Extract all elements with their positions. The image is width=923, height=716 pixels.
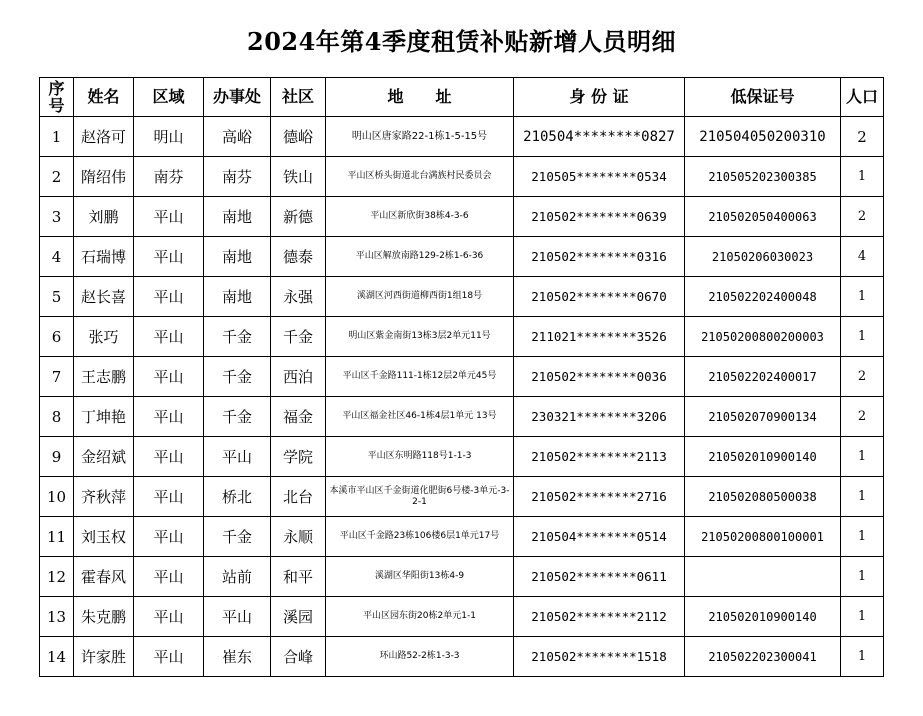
cell-no: 2 bbox=[40, 157, 74, 197]
cell-name: 许家胜 bbox=[74, 637, 134, 677]
cell-community: 北台 bbox=[271, 477, 326, 517]
cell-office: 千金 bbox=[204, 397, 271, 437]
cell-no: 8 bbox=[40, 397, 74, 437]
cell-population: 1 bbox=[841, 317, 884, 357]
cell-no: 12 bbox=[40, 557, 74, 597]
cell-address: 平山区福金社区46-1栋4层1单元 13号 bbox=[326, 397, 514, 437]
cell-name: 刘鹏 bbox=[74, 197, 134, 237]
cell-id-card: 210502********2112 bbox=[514, 597, 685, 637]
cell-address: 溪湖区河西街道柳西街1组18号 bbox=[326, 277, 514, 317]
header-population: 人口 bbox=[841, 78, 884, 117]
cell-address: 平山区桥头街道北台满族村民委员会 bbox=[326, 157, 514, 197]
cell-area: 明山 bbox=[134, 117, 204, 157]
cell-address: 环山路52-2栋1-3-3 bbox=[326, 637, 514, 677]
cell-address: 本溪市平山区千金街道化肥街6号楼-3单元-3-2-1 bbox=[326, 477, 514, 517]
table-header bbox=[40, 78, 884, 117]
cell-name: 张巧 bbox=[74, 317, 134, 357]
cell-area: 平山 bbox=[134, 637, 204, 677]
table-row bbox=[40, 597, 884, 637]
cell-area: 平山 bbox=[134, 397, 204, 437]
cell-dibao-no: 210502010900140 bbox=[685, 597, 841, 637]
cell-no: 4 bbox=[40, 237, 74, 277]
table-row bbox=[40, 317, 884, 357]
cell-community: 永顺 bbox=[271, 517, 326, 557]
cell-id-card: 210504********0514 bbox=[514, 517, 685, 557]
cell-address: 平山区园东街20栋2单元1-1 bbox=[326, 597, 514, 637]
cell-population: 2 bbox=[841, 197, 884, 237]
table-row bbox=[40, 477, 884, 517]
cell-dibao-no: 210502050400063 bbox=[685, 197, 841, 237]
header-id-card: 身 份 证 bbox=[514, 78, 685, 117]
cell-address: 明山区唐家路22-1栋1-5-15号 bbox=[326, 117, 514, 157]
cell-office: 南地 bbox=[204, 277, 271, 317]
cell-id-card: 210504********0827 bbox=[514, 117, 685, 157]
cell-office: 平山 bbox=[204, 437, 271, 477]
cell-office: 南地 bbox=[204, 237, 271, 277]
header-area: 区域 bbox=[134, 78, 204, 117]
cell-area: 南芬 bbox=[134, 157, 204, 197]
table-row bbox=[40, 237, 884, 277]
cell-population: 1 bbox=[841, 597, 884, 637]
cell-address: 平山区解放南路129-2栋1-6-36 bbox=[326, 237, 514, 277]
cell-population: 4 bbox=[841, 237, 884, 277]
cell-office: 南地 bbox=[204, 197, 271, 237]
cell-address: 溪湖区华阳街13栋4-9 bbox=[326, 557, 514, 597]
cell-dibao-no: 210502010900140 bbox=[685, 437, 841, 477]
cell-no: 7 bbox=[40, 357, 74, 397]
cell-no: 1 bbox=[40, 117, 74, 157]
cell-id-card: 210502********2716 bbox=[514, 477, 685, 517]
table-row bbox=[40, 517, 884, 557]
cell-community: 西泊 bbox=[271, 357, 326, 397]
table-row bbox=[40, 437, 884, 477]
cell-office: 站前 bbox=[204, 557, 271, 597]
header-community: 社区 bbox=[271, 78, 326, 117]
cell-address: 平山区新欣街38栋4-3-6 bbox=[326, 197, 514, 237]
cell-name: 齐秋萍 bbox=[74, 477, 134, 517]
cell-dibao-no: 21050200800100001 bbox=[685, 517, 841, 557]
cell-population: 2 bbox=[841, 117, 884, 157]
header-office: 办事处 bbox=[204, 78, 271, 117]
cell-id-card: 211021********3526 bbox=[514, 317, 685, 357]
subsidy-table bbox=[39, 77, 884, 677]
cell-address: 平山区千金路111-1栋12层2单元45号 bbox=[326, 357, 514, 397]
header-address: 地 址 bbox=[326, 78, 514, 117]
cell-office: 千金 bbox=[204, 517, 271, 557]
cell-name: 丁坤艳 bbox=[74, 397, 134, 437]
cell-office: 南芬 bbox=[204, 157, 271, 197]
cell-community: 德峪 bbox=[271, 117, 326, 157]
cell-area: 平山 bbox=[134, 277, 204, 317]
cell-dibao-no: 210502202400048 bbox=[685, 277, 841, 317]
cell-name: 金绍斌 bbox=[74, 437, 134, 477]
cell-address: 平山区东明路118号1-1-3 bbox=[326, 437, 514, 477]
cell-population: 1 bbox=[841, 557, 884, 597]
header-dibao-no: 低保证号 bbox=[685, 78, 841, 117]
cell-address: 明山区紫金南街13栋3层2单元11号 bbox=[326, 317, 514, 357]
cell-dibao-no: 210502080500038 bbox=[685, 477, 841, 517]
cell-population: 1 bbox=[841, 517, 884, 557]
cell-no: 3 bbox=[40, 197, 74, 237]
cell-community: 新德 bbox=[271, 197, 326, 237]
cell-population: 2 bbox=[841, 397, 884, 437]
cell-dibao-no: 21050206030023 bbox=[685, 237, 841, 277]
page-title: 2024年第4季度租赁补贴新增人员明细 bbox=[247, 27, 676, 56]
cell-no: 14 bbox=[40, 637, 74, 677]
table-row bbox=[40, 197, 884, 237]
cell-id-card: 210502********0036 bbox=[514, 357, 685, 397]
cell-name: 朱克鹏 bbox=[74, 597, 134, 637]
cell-community: 德泰 bbox=[271, 237, 326, 277]
cell-area: 平山 bbox=[134, 437, 204, 477]
cell-name: 石瑞博 bbox=[74, 237, 134, 277]
cell-area: 平山 bbox=[134, 557, 204, 597]
cell-address: 平山区千金路23栋106楼6层1单元17号 bbox=[326, 517, 514, 557]
table-row bbox=[40, 157, 884, 197]
cell-id-card: 210502********2113 bbox=[514, 437, 685, 477]
cell-area: 平山 bbox=[134, 517, 204, 557]
cell-dibao-no: 210504050200310 bbox=[685, 117, 841, 157]
header-no: 序号 bbox=[40, 78, 74, 117]
cell-id-card: 230321********3206 bbox=[514, 397, 685, 437]
cell-area: 平山 bbox=[134, 317, 204, 357]
cell-community: 永强 bbox=[271, 277, 326, 317]
cell-name: 王志鹏 bbox=[74, 357, 134, 397]
cell-area: 平山 bbox=[134, 357, 204, 397]
cell-community: 学院 bbox=[271, 437, 326, 477]
cell-id-card: 210502********1518 bbox=[514, 637, 685, 677]
cell-no: 9 bbox=[40, 437, 74, 477]
cell-dibao-no: 21050200800200003 bbox=[685, 317, 841, 357]
cell-office: 高峪 bbox=[204, 117, 271, 157]
cell-no: 5 bbox=[40, 277, 74, 317]
cell-no: 11 bbox=[40, 517, 74, 557]
cell-no: 13 bbox=[40, 597, 74, 637]
table-row bbox=[40, 637, 884, 677]
cell-office: 千金 bbox=[204, 317, 271, 357]
cell-id-card: 210502********0611 bbox=[514, 557, 685, 597]
cell-population: 1 bbox=[841, 477, 884, 517]
table-row bbox=[40, 397, 884, 437]
table-row bbox=[40, 557, 884, 597]
cell-community: 合峰 bbox=[271, 637, 326, 677]
cell-population: 1 bbox=[841, 157, 884, 197]
cell-community: 和平 bbox=[271, 557, 326, 597]
cell-community: 千金 bbox=[271, 317, 326, 357]
cell-no: 10 bbox=[40, 477, 74, 517]
cell-community: 福金 bbox=[271, 397, 326, 437]
cell-name: 赵洛可 bbox=[74, 117, 134, 157]
cell-name: 霍春风 bbox=[74, 557, 134, 597]
cell-id-card: 210502********0670 bbox=[514, 277, 685, 317]
table-row bbox=[40, 117, 884, 157]
cell-area: 平山 bbox=[134, 237, 204, 277]
cell-name: 刘玉权 bbox=[74, 517, 134, 557]
table-row bbox=[40, 357, 884, 397]
cell-id-card: 210502********0316 bbox=[514, 237, 685, 277]
cell-population: 1 bbox=[841, 277, 884, 317]
cell-area: 平山 bbox=[134, 477, 204, 517]
cell-community: 溪园 bbox=[271, 597, 326, 637]
table-body bbox=[40, 117, 884, 677]
cell-area: 平山 bbox=[134, 597, 204, 637]
cell-office: 崔东 bbox=[204, 637, 271, 677]
cell-name: 隋绍伟 bbox=[74, 157, 134, 197]
cell-name: 赵长喜 bbox=[74, 277, 134, 317]
cell-population: 2 bbox=[841, 357, 884, 397]
cell-office: 平山 bbox=[204, 597, 271, 637]
cell-dibao-no: 210502202400017 bbox=[685, 357, 841, 397]
header-name: 姓名 bbox=[74, 78, 134, 117]
cell-office: 桥北 bbox=[204, 477, 271, 517]
cell-id-card: 210502********0639 bbox=[514, 197, 685, 237]
cell-area: 平山 bbox=[134, 197, 204, 237]
cell-dibao-no bbox=[685, 557, 841, 597]
cell-no: 6 bbox=[40, 317, 74, 357]
table-row bbox=[40, 277, 884, 317]
cell-dibao-no: 210502202300041 bbox=[685, 637, 841, 677]
cell-dibao-no: 210502070900134 bbox=[685, 397, 841, 437]
cell-population: 1 bbox=[841, 437, 884, 477]
cell-dibao-no: 210505202300385 bbox=[685, 157, 841, 197]
cell-population: 1 bbox=[841, 637, 884, 677]
cell-id-card: 210505********0534 bbox=[514, 157, 685, 197]
cell-community: 铁山 bbox=[271, 157, 326, 197]
cell-office: 千金 bbox=[204, 357, 271, 397]
